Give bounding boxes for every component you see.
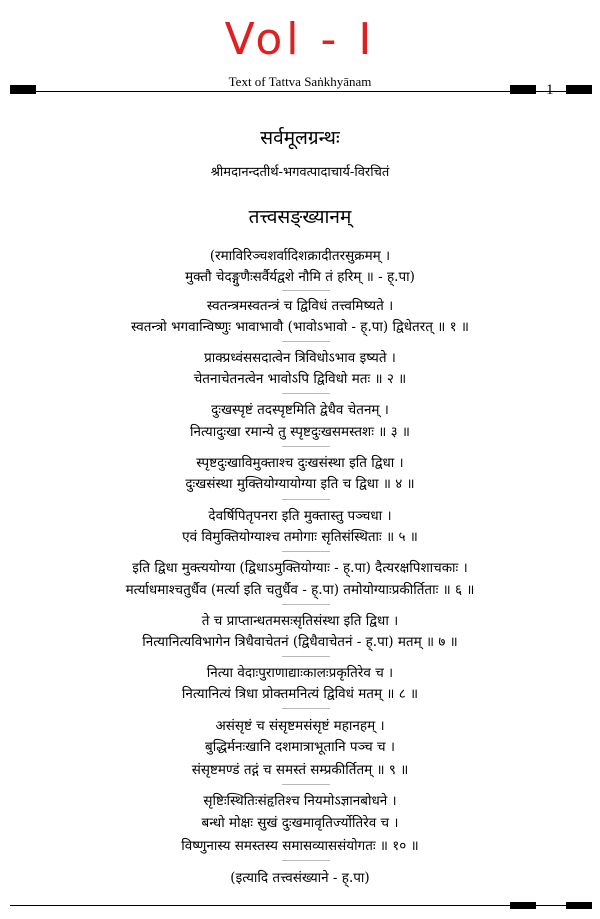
running-head: Text of Tattva Saṅkhyānam — [228, 74, 372, 89]
verse-divider — [282, 341, 330, 342]
verse-1-line-2: मुक्तौ चेदङ्गुणैःसर्वैर्यद्वशे नौमि तं हरिम् ॥ - ह्.पा) — [185, 269, 415, 285]
verse-10-line-1: असंसृष्टं च संसृष्टमसंसृष्टं महानहम् । — [215, 718, 385, 734]
verse-2-line-1: स्वतन्त्रमस्वतन्त्रं च द्विविधं तत्त्वमिष्यते । — [206, 298, 394, 314]
footer-rule — [10, 905, 592, 906]
verse-11-line-1: सृष्टिःस्थितिःसंहृतिश्च नियमोऽज्ञानबोधने । — [203, 793, 397, 809]
footer-block-right-1 — [510, 902, 536, 909]
verse-7-line-1: इति द्विधा मुक्त्ययोग्या (द्विधाऽमुक्तियोग्याः - ह्.पा) दैत्यरक्षपिशाचकाः । — [132, 560, 468, 576]
verse-divider — [282, 551, 330, 552]
verse-divider — [282, 290, 330, 291]
footer-block-right-2 — [566, 902, 592, 909]
verse-1-line-1: (रमाविरिञ्चशर्वादिशक्रादीतरसुक्रमम् । — [209, 248, 391, 264]
verse-4-line-1: दुःखस्पृष्टं तदस्पृष्टमिति द्वेधैव चेतनम् । — [211, 402, 389, 418]
verse-6-line-2: एवं विमुक्तियोग्याश्च तमोगाः सृतिसंस्थिताः ॥ ५ ॥ — [182, 529, 418, 545]
verse-6-line-1: देवर्षिपितृपनरा इति मुक्तास्तु पञ्चधा । — [208, 508, 392, 524]
verse-divider — [282, 784, 330, 785]
verse-8-line-1: ते च प्राप्तान्धतमसःसृतिसंस्था इति द्विधा । — [201, 613, 399, 629]
verse-9-line-1: नित्या वेदाःपुराणाद्याःकालःप्रकृतिरेव च । — [206, 665, 394, 681]
text-title: सर्वमूलग्रन्थः — [260, 127, 340, 149]
verse-5-line-1: स्पृष्टदुःखाविमुक्ताश्च दुःखसंस्था इति द्विधा । — [196, 455, 404, 471]
verse-divider — [282, 499, 330, 500]
verse-4-line-2: नित्यादुःखा रमान्ये तु स्पृष्टदुःखसमस्तशः ॥ ३ ॥ — [190, 424, 410, 440]
verse-8-line-2: नित्यानित्यविभागेन त्रिधैवाचेतनं (द्विधैवाचेतनं - ह्.पा) मतम् ॥ ७ ॥ — [142, 634, 458, 650]
verse-divider — [282, 708, 330, 709]
verse-divider — [282, 860, 330, 861]
header-rule — [10, 91, 592, 92]
work-title: तत्त्वसङ्ख्यानम् — [248, 206, 352, 228]
verse-5-line-2: दुःखसंस्था मुक्तियोग्यायोग्या इति च द्विधा ॥ ४ ॥ — [185, 476, 415, 492]
author-line: श्रीमदानन्दतीर्थ-भगवत्पादाचार्य-विरचितं — [210, 165, 390, 180]
verse-9-line-2: नित्यानित्यं त्रिधा प्रोक्तमनित्यं द्विविधं मतम् ॥ ८ ॥ — [181, 686, 419, 702]
verse-divider — [282, 393, 330, 394]
verse-7-line-2: मर्त्याधमाश्चतुर्धैव (मर्त्या इति चतुर्धैव - ह्.पा) तमोयोग्याःप्रकीर्तिताः ॥ ६ ॥ — [125, 582, 475, 598]
closing-note: (इत्यादि तत्त्वसंख्याने - ह्.पा) — [230, 870, 370, 886]
verse-11-line-2: बन्धो मोक्षः सुखं दुःखमावृतिर्ज्योतिरेव च । — [201, 815, 399, 831]
volume-heading: Vol - I — [224, 14, 376, 65]
verse-10-line-2: बुद्धिर्मनःखानि दशमात्राभूतानि पञ्च च । — [204, 739, 396, 755]
verse-divider — [282, 604, 330, 605]
verse-3-line-1: प्राक्प्रध्वंससदात्वेन त्रिविधोऽभाव इष्यते । — [204, 350, 396, 366]
verse-11-line-3: विष्णुनास्य समस्तस्य समासव्याससंयोगतः ॥ १० ॥ — [181, 838, 419, 854]
verse-divider — [282, 446, 330, 447]
page-number: 1 — [546, 82, 554, 98]
verse-3-line-2: चेतनाचेतनत्वेन भावोऽपि द्विविधो मतः ॥ २ ॥ — [193, 371, 407, 387]
verse-2-line-2: स्वतन्त्रो भगवान्विष्णुः भावाभावौ (भावोऽभावो - ह्.पा) द्विधेतरत् ॥ १ ॥ — [130, 319, 470, 335]
verse-divider — [282, 656, 330, 657]
verse-10-line-3: संसृष्टमण्डं तद्गं च समस्तं सम्प्रकीर्तितम् ॥ ९ ॥ — [191, 762, 409, 778]
